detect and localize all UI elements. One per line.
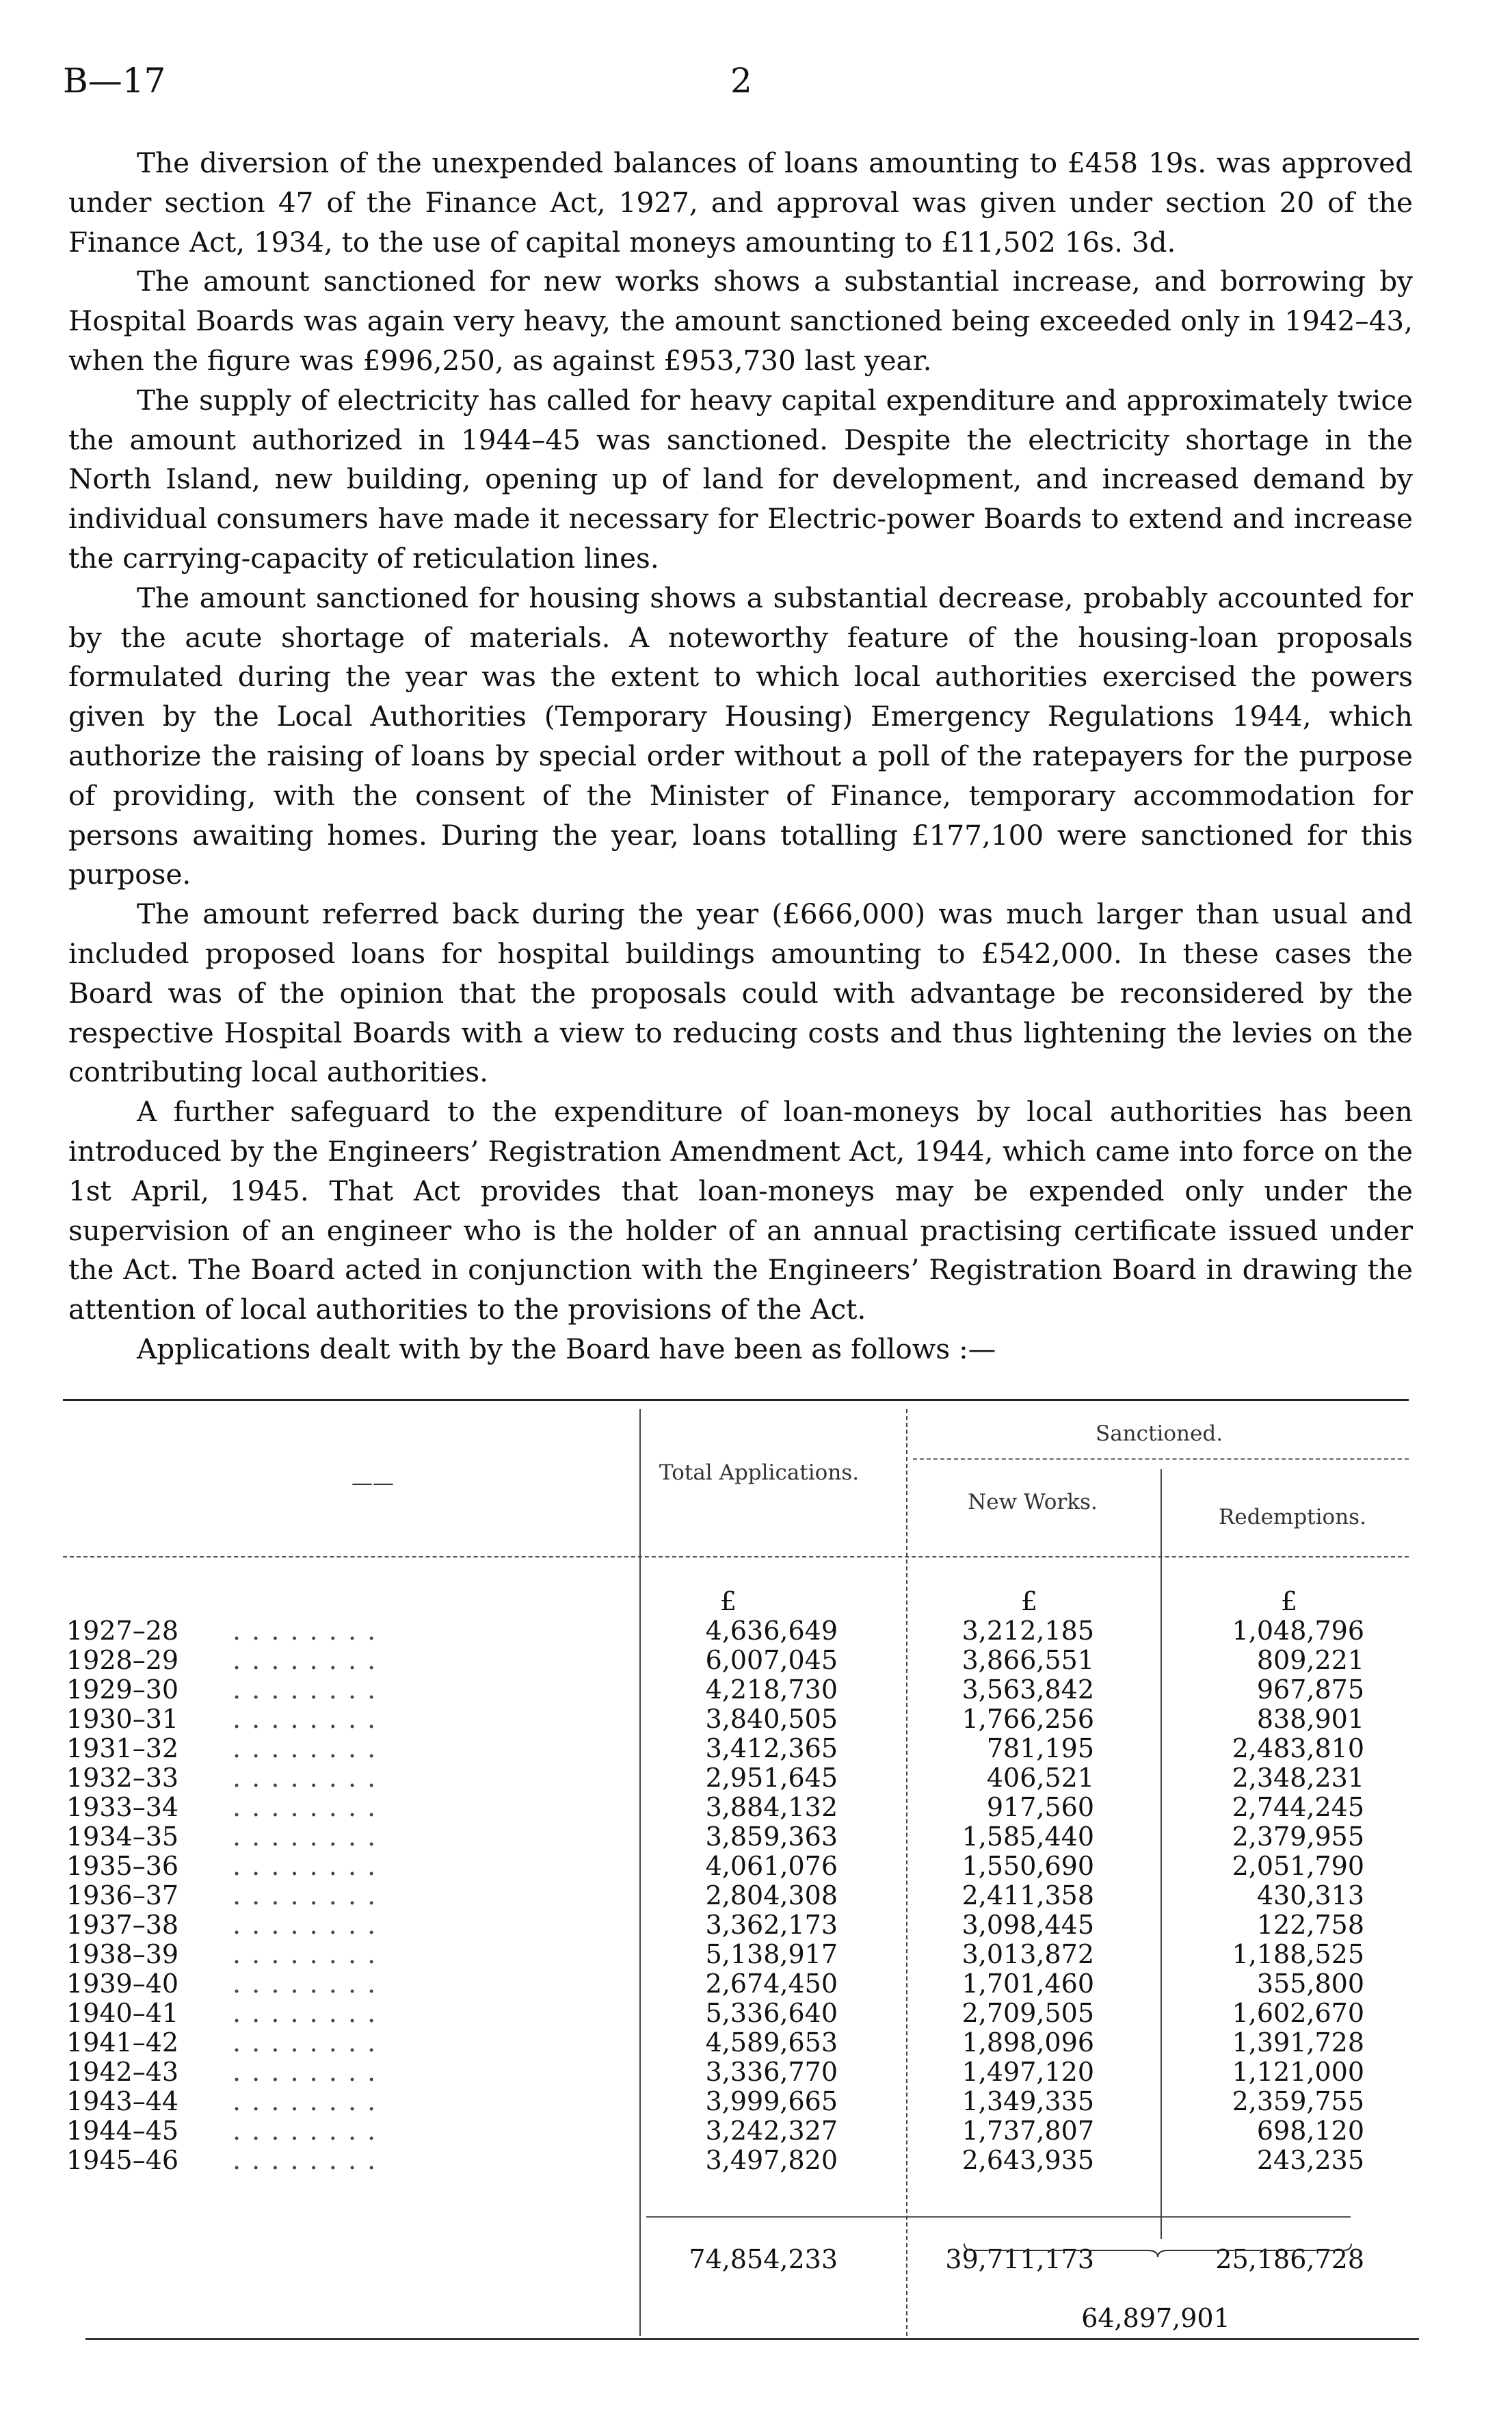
row-leader: . . . . . . . . [233,1910,377,1940]
row-new-works: 1,585,440 [961,1822,1094,1852]
row-redemptions: 2,744,245 [1232,1792,1364,1822]
table-row [0,2116,1512,2146]
row-leader: . . . . . . . . [233,2145,377,2175]
row-new-works: 1,766,256 [961,1704,1094,1734]
row-redemptions: 1,121,000 [1232,2057,1364,2087]
table-row [0,2146,1512,2175]
row-leader: . . . . . . . . [233,1792,377,1822]
row-leader: . . . . . . . . [233,1998,377,2028]
row-new-works: 3,212,185 [961,1616,1094,1646]
row-leader: . . . . . . . . [233,1851,377,1881]
row-total: 2,804,308 [705,1880,838,1910]
table-row [0,1910,1512,1940]
table-row [0,1734,1512,1763]
new-works-total: 39,711,173 [945,2244,1094,2274]
table-row [0,1675,1512,1705]
row-redemptions: 698,120 [1256,2116,1364,2146]
row-new-works: 2,643,935 [961,2145,1094,2175]
table-row [0,1881,1512,1910]
row-redemptions: 355,800 [1256,1969,1364,1999]
paragraph: The amount referred back during the year (£666,000) was much larger than usual and included proposed loans for hospital buildings amounting to £542,000. In these cases the Board was of the opinion that the proposals could with advantage be reconsidered by the respective Hospital Boards with a view to reducing costs and thus lightening the levies on the contributing local authorities. [68,897,1413,1089]
row-redemptions: 2,483,810 [1232,1733,1364,1763]
row-new-works: 3,098,445 [961,1910,1094,1940]
row-total: 5,138,917 [705,1939,838,1969]
row-new-works: 406,521 [986,1763,1094,1793]
paragraph: The amount sanctioned for housing shows a substantial decrease, probably accounted for by the acute shortage of materials. A noteworthy feature of the housing-loan proposals formulated during the year was the extent to which local authorities exercised the powers given by the Local Authorities (Temporary Housing) Emergency Regulations 1944, which authorize the raising of loans by special order without a poll of the ratepayers for the purpose of providing, with the consent of the Minister of Finance, temporary accommodation for persons awaiting homes. During the year, loans totalling £177,100 were sanctioned for this purpose. [68,581,1413,891]
paragraph: The supply of electricity has called for heavy capital expenditure and approximately twice the amount authorized in 1944–45 was sanctioned. Despite the electricity shortage in the North Island, new building, opening up of land for development, and increased demand by individual consumers have made it necessary for Electric-power Boards to extend and increase the carrying-capacity of reticulation lines. [68,383,1413,575]
table-header-rule [63,1556,1409,1558]
row-redemptions: 1,048,796 [1232,1616,1364,1646]
row-total: 3,859,363 [705,1822,838,1852]
sanctioned-rule [913,1458,1409,1460]
stub-header: —— [352,1471,394,1495]
row-new-works: 1,737,807 [961,2116,1094,2146]
sanctioned-combined-total: 64,897,901 [1081,2303,1230,2333]
row-redemptions: 430,313 [1256,1880,1364,1910]
row-total: 4,061,076 [705,1851,838,1881]
row-leader: . . . . . . . . [233,1733,377,1763]
row-total: 3,362,173 [705,1910,838,1940]
row-year: 1935–36 [66,1851,179,1881]
row-year: 1943–44 [66,2086,179,2116]
table-row [0,1969,1512,1999]
table-row [0,1852,1512,1881]
row-redemptions: 838,901 [1256,1704,1364,1734]
row-year: 1931–32 [66,1733,179,1763]
currency-symbol: £ [1020,1586,1038,1616]
row-new-works: 1,497,120 [961,2057,1094,2087]
currency-row [0,1587,1512,1616]
row-redemptions: 2,348,231 [1232,1763,1364,1793]
row-redemptions: 2,379,955 [1232,1822,1364,1852]
redemptions-total: 25,186,728 [1215,2244,1364,2274]
row-leader: . . . . . . . . [233,1704,377,1734]
brace-line [964,2244,1351,2257]
row-year: 1933–34 [66,1792,179,1822]
row-leader: . . . . . . . . [233,2027,377,2058]
row-year: 1941–42 [66,2027,179,2058]
row-total: 4,589,653 [705,2027,838,2058]
row-year: 1929–30 [66,1674,179,1705]
row-leader: . . . . . . . . [233,1674,377,1705]
row-new-works: 781,195 [986,1733,1094,1763]
row-leader: . . . . . . . . [233,1645,377,1675]
page-number: 2 [730,61,752,101]
currency-symbol: £ [719,1586,737,1616]
sanctioned-header: Sanctioned. [1095,1421,1223,1446]
row-leader: . . . . . . . . [233,2116,377,2146]
redemptions-header: Redemptions. [1219,1505,1366,1529]
row-year: 1934–35 [66,1822,179,1852]
table-row [0,1940,1512,1969]
paragraph: A further safeguard to the expenditure of loan-moneys by local authorities has been introduced by the Engineers’ Registration Amendment Act, 1944, which came into force on the 1st April, 1945. That Act provides that loan-moneys may be expended only under the supervision of an engineer who is the holder of an annual practising certificate issued under the Act. The Board acted in conjunction with the Engineers’ Registration Board in drawing the attention of local authorities to the provisions of the Act. [68,1095,1413,1326]
row-leader: . . . . . . . . [233,2086,377,2116]
row-total: 3,999,665 [705,2086,838,2116]
row-leader: . . . . . . . . [233,1880,377,1910]
row-leader: . . . . . . . . [233,1939,377,1969]
row-new-works: 3,013,872 [961,1939,1094,1969]
row-redemptions: 243,235 [1256,2145,1364,2175]
row-year: 1936–37 [66,1880,179,1910]
table-row [0,1705,1512,1734]
row-new-works: 1,898,096 [961,2027,1094,2058]
sanctioned-brace [963,2242,1353,2259]
row-year: 1938–39 [66,1939,179,1969]
table-intro: Applications dealt with by the Board have been as follows :— [137,1332,996,1365]
sanctioned-combined-row [0,2304,1512,2333]
row-new-works: 917,560 [986,1792,1094,1822]
row-total: 3,336,770 [705,2057,838,2087]
table-row [0,2028,1512,2058]
new-works-header: New Works. [968,1490,1098,1514]
row-new-works: 3,563,842 [961,1674,1094,1705]
page-reference: B—17 [63,61,166,101]
row-new-works: 2,709,505 [961,1998,1094,2028]
row-redemptions: 1,602,670 [1232,1998,1364,2028]
paragraph: The amount sanctioned for new works shows a substantial increase, and borrowing by Hospital Boards was again very heavy, the amount sanctioned being exceeded only in 1942–43, when the figure was £996,250, as against £953,730 last year. [68,265,1413,377]
row-total: 3,497,820 [705,2145,838,2175]
row-new-works: 3,866,551 [961,1645,1094,1675]
row-leader: . . . . . . . . [233,1822,377,1852]
row-year: 1927–28 [66,1616,179,1646]
row-redemptions: 2,051,790 [1232,1851,1364,1881]
row-redemptions: 122,758 [1256,1910,1364,1940]
row-year: 1945–46 [66,2145,179,2175]
row-total: 3,884,132 [705,1792,838,1822]
table-row [0,1763,1512,1793]
row-new-works: 2,411,358 [961,1880,1094,1910]
row-redemptions: 1,391,728 [1232,2027,1364,2058]
row-leader: . . . . . . . . [233,1969,377,1999]
row-total: 2,951,645 [705,1763,838,1793]
row-redemptions: 967,875 [1256,1674,1364,1705]
row-redemptions: 1,188,525 [1232,1939,1364,1969]
row-year: 1939–40 [66,1969,179,1999]
table-row [0,1999,1512,2028]
table-row [0,1793,1512,1822]
row-total: 5,336,640 [705,1998,838,2028]
total-applications-header: Total Applications. [659,1460,860,1485]
body-text [68,144,1413,1369]
row-new-works: 1,349,335 [961,2086,1094,2116]
row-total: 2,674,450 [705,1969,838,1999]
row-new-works: 1,550,690 [961,1851,1094,1881]
row-year: 1937–38 [66,1910,179,1940]
row-year: 1944–45 [66,2116,179,2146]
row-year: 1928–29 [66,1645,179,1675]
table-row [0,1822,1512,1852]
table-row [0,2058,1512,2087]
row-total: 6,007,045 [705,1645,838,1675]
paragraph: The diversion of the unexpended balances of loans amounting to £458 19s. was approved under section 47 of the Finance Act, 1927, and approval was given under section 20 of the Finance Act, 1934, to the use of capital moneys amounting to £11,502 16s. 3d. [68,146,1413,259]
table-top-rule [63,1399,1409,1401]
totals-rule [646,2216,1351,2218]
row-redemptions: 809,221 [1256,1645,1364,1675]
table-bottom-rule [85,2338,1419,2340]
row-redemptions: 2,359,755 [1232,2086,1364,2116]
row-year: 1932–33 [66,1763,179,1793]
grand-total: 74,854,233 [689,2244,838,2274]
row-total: 3,242,327 [705,2116,838,2146]
currency-symbol: £ [1280,1586,1298,1616]
row-leader: . . . . . . . . [233,2057,377,2087]
row-total: 4,636,649 [705,1616,838,1646]
row-year: 1930–31 [66,1704,179,1734]
row-year: 1942–43 [66,2057,179,2087]
row-total: 4,218,730 [705,1674,838,1705]
row-leader: . . . . . . . . [233,1616,377,1646]
row-new-works: 1,701,460 [961,1969,1094,1999]
row-leader: . . . . . . . . [233,1763,377,1793]
table-row [0,2087,1512,2116]
row-total: 3,840,505 [705,1704,838,1734]
row-total: 3,412,365 [705,1733,838,1763]
table-row [0,1646,1512,1675]
table-row [0,1616,1512,1646]
row-year: 1940–41 [66,1998,179,2028]
